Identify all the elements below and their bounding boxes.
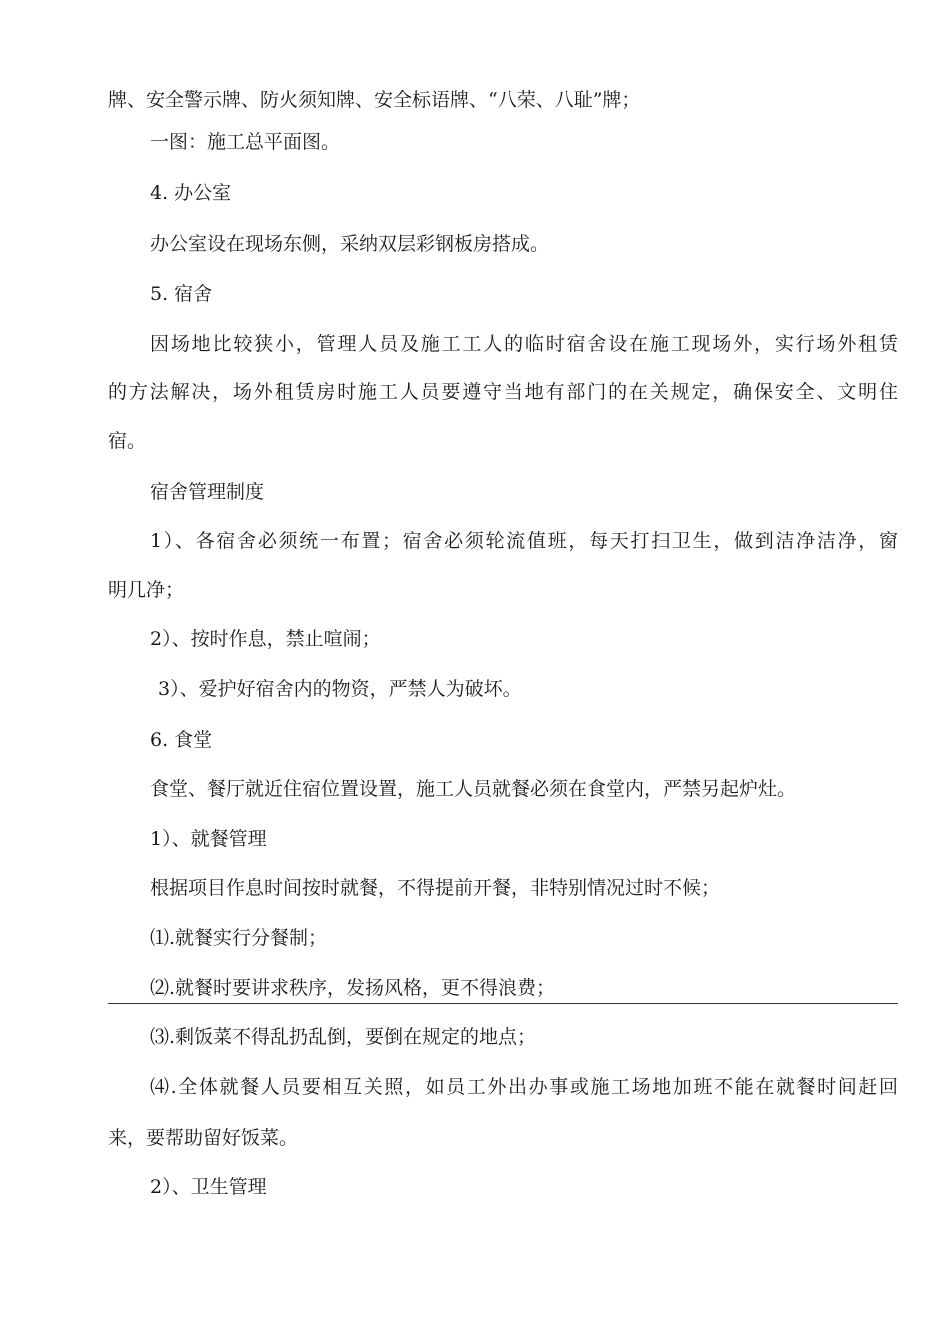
section-heading: 4. 办公室	[150, 182, 232, 204]
horizontal-divider	[108, 1003, 898, 1004]
text-line: 办公室设在现场东侧，采纳双层彩钢板房搭成。	[150, 233, 550, 255]
subheading: 宿舍管理制度	[150, 481, 265, 503]
text-line: 的方法解决，场外租赁房时施工人员要遵守当地有部门的在关规定，确保安全、文明住	[108, 381, 898, 403]
text-line: 因场地比较狭小，管理人员及施工工人的临时宿舍设在施工现场外，实行场外租赁	[150, 333, 898, 355]
text-line: 牌、安全警示牌、防火须知牌、安全标语牌、“八荣、八耻”牌；	[108, 89, 641, 111]
text-line: 来，要帮助留好饭菜。	[108, 1127, 299, 1149]
section-heading: 5. 宿舍	[150, 283, 213, 305]
text-line: 根据项目作息时间按时就餐，不得提前开餐，非特别情况过时不候；	[150, 877, 721, 899]
list-item: 1）、各宿舍必须统一布置；宿舍必须轮流值班，每天打扫卫生，做到洁净洁净，窗	[150, 530, 898, 552]
text-line: 食堂、餐厅就近住宿位置设置，施工人员就餐必须在食堂内，严禁另起炉灶。	[150, 778, 797, 800]
list-item: ⑴.就餐实行分餐制；	[150, 927, 328, 949]
list-item: 1）、就餐管理	[150, 828, 267, 850]
list-item: ⑶.剩饭菜不得乱扔乱倒，要倒在规定的地点；	[150, 1026, 537, 1048]
text-line: 宿。	[108, 430, 147, 452]
list-item: ⑷.全体就餐人员要相互关照，如员工外出办事或施工场地加班不能在就餐时间赶回	[150, 1076, 898, 1098]
list-item: ⑵.就餐时要讲求秩序，发扬风格，更不得浪费；	[150, 977, 556, 999]
list-item: 2）、按时作息，禁止喧闹；	[150, 628, 381, 650]
text-line: 明几净；	[108, 579, 185, 601]
list-item: 3）、爱护好宿舍内的物资，严禁人为破坏。	[158, 678, 522, 700]
section-heading: 6. 食堂	[150, 729, 213, 751]
text-line: 一图：施工总平面图。	[150, 131, 341, 153]
list-item: 2）、卫生管理	[150, 1176, 267, 1198]
